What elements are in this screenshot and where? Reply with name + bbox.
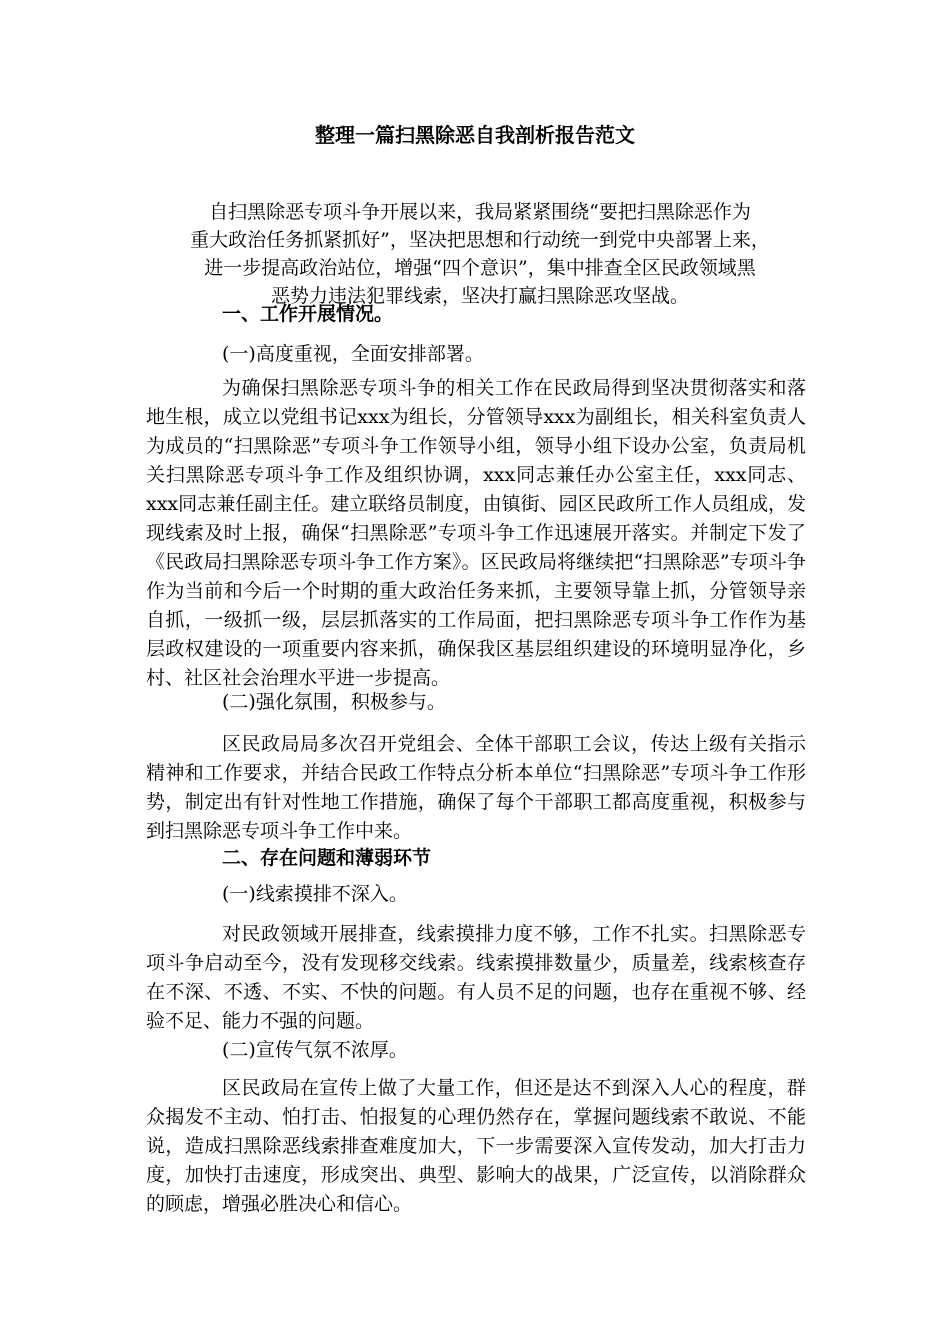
section-1-subheading-1: (一)高度重视，全面安排部署。 [222, 343, 484, 365]
section-2-sub-2-block [146, 1036, 806, 1064]
section-2-paragraph-1: 对民政领域开展排查，线索摸排力度不够，工作不扎实。扫黑除恶专项斗争启动至今，没有发现移交线索。线索摸排数量少，质量差，线索核查存在不深、不透、不实、不快的问题。有人员不足的问题，也存在重视不够、经验不足、能力不强的问题。 [146, 923, 806, 1032]
intro-line: 恶势力违法犯罪线索，坚决打赢扫黑除恶攻坚战。 [270, 285, 689, 307]
section-2-subheading-1: (一)线索摸排不深入。 [222, 883, 408, 905]
section-1-paragraph-2: 区民政局局多次召开党组会、全体干部职工会议，传达上级有关指示精神和工作要求，并结合民政工作特点分析本单位“扫黑除恶”专项斗争工作形势，制定出有针对性地工作措施，确保了每个干部职工都高度重视，积极参与到扫黑除恶专项斗争工作中来。 [146, 733, 806, 842]
intro-line: 自扫黑除恶专项斗争开展以来，我局紧紧围绕“要把扫黑除恶作为 [209, 201, 751, 223]
section-1-sub-2-block [146, 688, 806, 716]
section-1-subheading-2: (二)强化氛围，积极参与。 [222, 691, 446, 713]
section-2-paragraph-2: 区民政局在宣传上做了大量工作，但还是达不到深入人心的程度，群众揭发不主动、怕打击、怕报复的心理仍然存在，掌握问题线索不敢说、不能说，造成扫黑除恶线索排查难度加大，下一步需要深入宣传发动，加大打击力度，加快打击速度，形成突出、典型、影响大的战果，广泛宣传，以消除群众的顾虑，增强必胜决心和信心。 [146, 1077, 806, 1215]
section-1-sub-1-block [146, 340, 806, 368]
section-1-para-1-block [146, 374, 806, 693]
intro-line: 进一步提高政治站位，增强“四个意识”，集中排查全区民政领域黑 [204, 257, 756, 279]
intro-line: 重大政治任务抓紧抓好”，坚决把思想和行动统一到党中央部署上来， [190, 229, 770, 251]
section-1-paragraph-1: 为确保扫黑除恶专项斗争的相关工作在民政局得到坚决贯彻落实和落地生根，成立以党组书记xxx为组长，分管领导xxx为副组长，相关科室负责人为成员的“扫黑除恶”专项斗争工作领导小组，领导小组下设办公室，负责局机关扫黑除恶专项斗争工作及组织协调，xxx同志兼任办公室主任，xxx同志、xxx同志兼任副主任。建立联络员制度，由镇街、园区民政所工作人员组成，发现线索及时上报，确保“扫黑除恶”专项斗争工作迅速展开落实。并制定下发了《民政局扫黑除恶专项斗争工作方案》。区民政局将继续把“扫黑除恶”专项斗争作为当前和今后一个时期的重大政治任务来抓，主要领导靠上抓，分管领导亲自抓，一级抓一级，层层抓落实的工作局面，把扫黑除恶专项斗争工作作为基层政权建设的一项重要内容来抓，确保我区基层组织建设的环境明显净化，乡村、社区社会治理水平进一步提高。 [146, 377, 806, 689]
intro-paragraph [150, 198, 810, 310]
section-2-para-2-block [146, 1074, 806, 1219]
section-2-heading-block [146, 844, 806, 872]
section-1-para-2-block [146, 730, 806, 846]
section-2-para-1-block [146, 920, 806, 1036]
section-1-heading-block [146, 300, 806, 328]
section-2-sub-1-block [146, 880, 806, 908]
document-title: 整理一篇扫黑除恶自我剖析报告范文 [315, 123, 635, 147]
section-2-subheading-2: (二)宣传气氛不浓厚。 [222, 1039, 408, 1061]
section-2-heading: 二、存在问题和薄弱环节 [222, 847, 432, 869]
section-1-heading: 一、工作开展情况。 [222, 303, 394, 325]
